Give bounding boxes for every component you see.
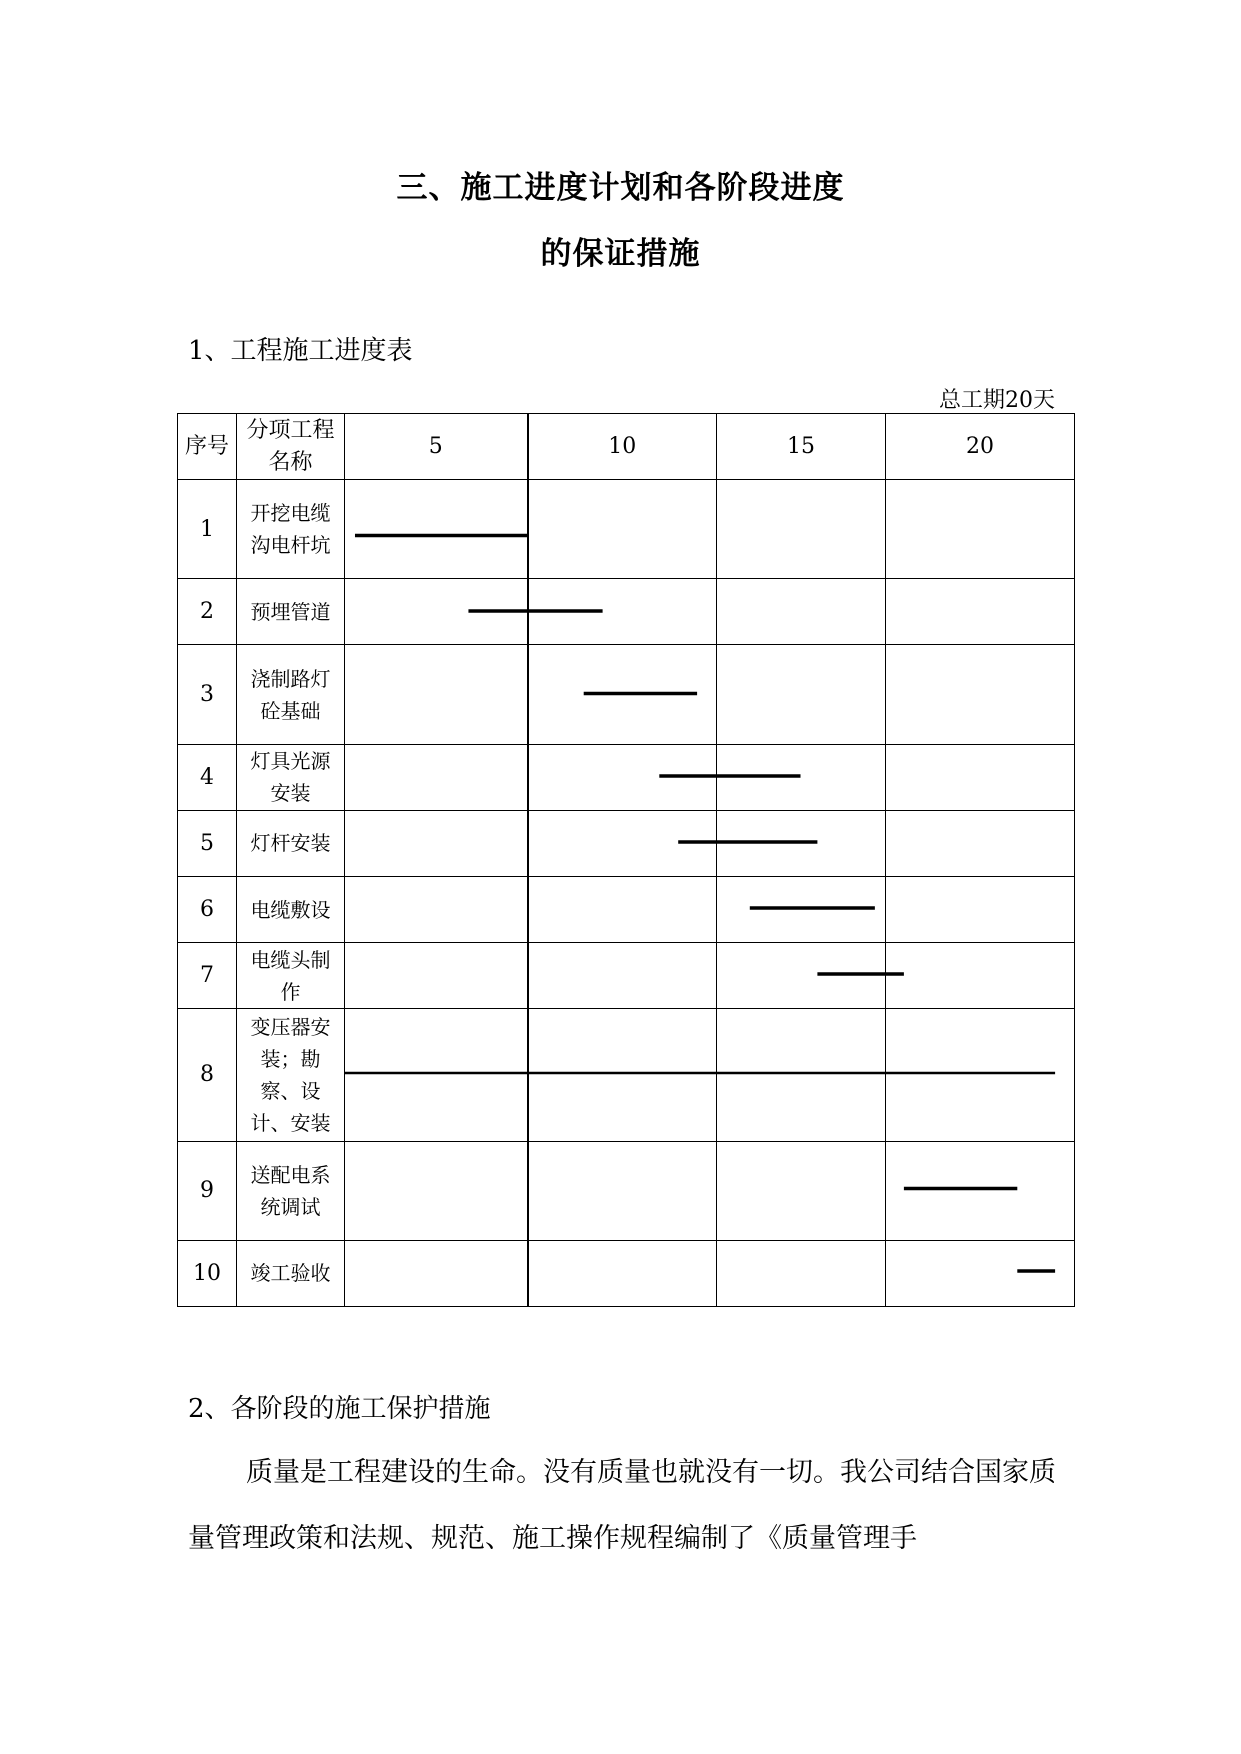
timeline-cell [528, 579, 717, 645]
schedule-row [178, 579, 1075, 645]
schedule-row [178, 943, 1075, 1009]
row-number: 8 [178, 1009, 237, 1141]
row-item-name: 电缆敷设 [237, 876, 345, 942]
row-item-name: 电缆头制作 [237, 943, 345, 1009]
timeline-cell [345, 943, 528, 1009]
timeline-cell [528, 810, 717, 876]
timeline-cell [345, 876, 528, 942]
schedule-row [178, 876, 1075, 942]
timeline-cell [886, 1141, 1075, 1240]
timeline-cell [717, 943, 886, 1009]
timeline-cell [528, 1141, 717, 1240]
row-item-name: 浇制路灯砼基础 [237, 645, 345, 744]
row-item-name: 送配电系统调试 [237, 1141, 345, 1240]
document-title-line1: 三、施工进度计划和各阶段进度 [396, 170, 845, 206]
timeline-cell [717, 876, 886, 942]
timeline-cell [528, 876, 717, 942]
timeline-cell [528, 1240, 717, 1306]
timeline-cell [528, 645, 717, 744]
header-day-15: 15 [717, 414, 886, 480]
header-item-name: 分项工程名称 [237, 414, 345, 480]
timeline-cell [528, 1009, 717, 1141]
schedule-row [178, 810, 1075, 876]
schedule-row [178, 480, 1075, 579]
row-number: 1 [178, 480, 237, 579]
timeline-cell [886, 645, 1075, 744]
row-number: 10 [178, 1240, 237, 1306]
timeline-cell [717, 744, 886, 810]
schedule-row [178, 645, 1075, 744]
document-title-line2: 的保证措施 [540, 236, 701, 272]
schedule-row [178, 744, 1075, 810]
total-duration: 总工期20天 [939, 388, 1055, 413]
row-number: 2 [178, 579, 237, 645]
timeline-cell [886, 579, 1075, 645]
row-item-name: 预埋管道 [237, 579, 345, 645]
timeline-cell [886, 1240, 1075, 1306]
timeline-cell [717, 1141, 886, 1240]
schedule-row [178, 1240, 1075, 1306]
row-number: 3 [178, 645, 237, 744]
timeline-cell [717, 645, 886, 744]
timeline-cell [528, 744, 717, 810]
header-no: 序号 [178, 414, 237, 480]
row-number: 6 [178, 876, 237, 942]
timeline-cell [886, 480, 1075, 579]
schedule-gantt-table [177, 413, 1074, 1307]
timeline-cell [345, 810, 528, 876]
row-number: 5 [178, 810, 237, 876]
row-item-name: 开挖电缆沟电杆坑 [237, 480, 345, 579]
row-item-name: 灯具光源安装 [237, 744, 345, 810]
row-number: 9 [178, 1141, 237, 1240]
row-item-name: 变压器安装；勘察、设计、安装 [237, 1009, 345, 1141]
timeline-cell [717, 1240, 886, 1306]
row-item-name: 竣工验收 [237, 1240, 345, 1306]
timeline-cell [345, 1141, 528, 1240]
timeline-cell [886, 810, 1075, 876]
timeline-cell [528, 480, 717, 579]
timeline-cell [345, 480, 528, 579]
timeline-cell [717, 810, 886, 876]
timeline-cell [886, 744, 1075, 810]
schedule-row [178, 1009, 1075, 1141]
body-paragraph: 质量是工程建设的生命。没有质量也就没有一切。我公司结合国家质量管理政策和法规、规范、施工操作规程编制了《质量管理手 [188, 1457, 1056, 1554]
timeline-cell [886, 943, 1075, 1009]
schedule-row [178, 1141, 1075, 1240]
row-number: 7 [178, 943, 237, 1009]
section2-heading: 2、各阶段的施工保护措施 [188, 1394, 491, 1424]
timeline-cell [345, 744, 528, 810]
section1-heading: 1、工程施工进度表 [188, 336, 413, 366]
timeline-cell [345, 645, 528, 744]
timeline-cell [345, 1240, 528, 1306]
header-day-10: 10 [528, 414, 717, 480]
timeline-cell [345, 579, 528, 645]
timeline-cell [717, 480, 886, 579]
header-day-20: 20 [886, 414, 1075, 480]
row-item-name: 灯杆安装 [237, 810, 345, 876]
timeline-cell [717, 579, 886, 645]
row-number: 4 [178, 744, 237, 810]
timeline-cell [528, 943, 717, 1009]
timeline-cell [717, 1009, 886, 1141]
timeline-cell [886, 1009, 1075, 1141]
timeline-cell [345, 1009, 528, 1141]
header-day-5: 5 [345, 414, 528, 480]
timeline-cell [886, 876, 1075, 942]
